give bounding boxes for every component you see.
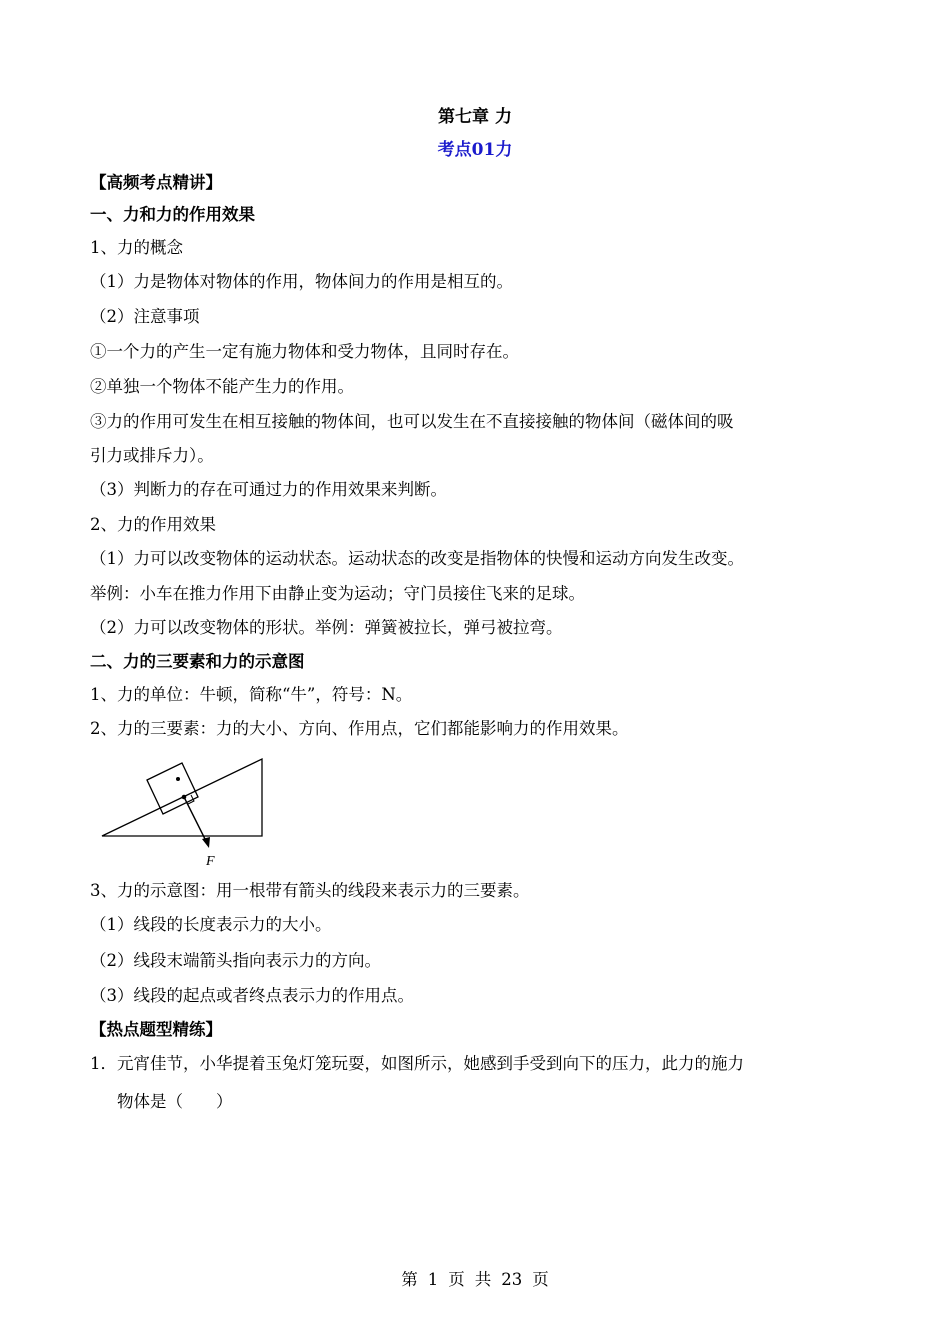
- paragraph: 2、力的三要素：力的大小、方向、作用点，它们都能影响力的作用效果。: [90, 719, 629, 738]
- paragraph: ②单独一个物体不能产生力的作用。: [90, 377, 354, 396]
- block-center-dot: [176, 777, 180, 781]
- block-on-incline: [147, 763, 198, 814]
- part2-title: 二、力的三要素和力的示意图: [90, 652, 305, 671]
- paragraph: 1、力的单位：牛顿，简称“牛”，符号：N。: [90, 685, 413, 704]
- paragraph: ①一个力的产生一定有施力物体和受力物体，且同时存在。: [90, 342, 519, 361]
- paragraph: （1）力可以改变物体的运动状态。运动状态的改变是指物体的快慢和运动方向发生改变。: [90, 549, 744, 568]
- total-pages: 23: [501, 1270, 523, 1289]
- paragraph: 举例：小车在推力作用下由静止变为运动；守门员接住飞来的足球。: [90, 584, 585, 603]
- heading-practice: 【热点题型精练】: [90, 1020, 222, 1039]
- paragraph: ③力的作用可发生在相互接触的物体间，也可以发生在不直接接触的物体间（磁体间的吸: [90, 412, 734, 431]
- question-1-continued: 物体是（ ）: [117, 1092, 233, 1111]
- paragraph: 引力或排斥力）。: [90, 446, 214, 465]
- footer-word: 页: [448, 1270, 465, 1289]
- paragraph: （3）线段的起点或者终点表示力的作用点。: [90, 986, 414, 1005]
- paragraph: （2）线段末端箭头指向表示力的方向。: [90, 951, 381, 970]
- paragraph: （1）力是物体对物体的作用，物体间力的作用是相互的。: [90, 272, 513, 291]
- right-angle-mark: [188, 795, 194, 804]
- paragraph: （1）线段的长度表示力的大小。: [90, 915, 332, 934]
- force-arrow-head: [202, 837, 210, 848]
- heading-lecture: 【高频考点精讲】: [90, 173, 222, 192]
- chapter-title: 第七章 力: [438, 107, 512, 127]
- paragraph: 3、力的示意图：用一根带有箭头的线段来表示力的三要素。: [90, 881, 530, 900]
- part1-title: 一、力和力的作用效果: [90, 205, 255, 224]
- page-footer: [0, 1266, 950, 1290]
- page-number: 1: [427, 1270, 439, 1289]
- paragraph: （2）注意事项: [90, 307, 200, 326]
- incline-force-diagram: [98, 755, 268, 870]
- paragraph: 2、力的作用效果: [90, 515, 216, 534]
- footer-word: 页: [532, 1270, 549, 1289]
- footer-word: 第: [401, 1270, 418, 1289]
- footer-word: 共: [474, 1270, 492, 1289]
- question-1: 1．元宵佳节，小华提着玉兔灯笼玩耍，如图所示，她感到手受到向下的压力，此力的施力: [90, 1054, 744, 1073]
- section-title: 考点01力: [437, 140, 513, 160]
- paragraph: （3）判断力的存在可通过力的作用效果来判断。: [90, 480, 447, 499]
- paragraph: 1、力的概念: [90, 238, 183, 257]
- paragraph: （2）力可以改变物体的形状。举例：弹簧被拉长，弹弓被拉弯。: [90, 618, 563, 637]
- force-label: F: [206, 854, 215, 869]
